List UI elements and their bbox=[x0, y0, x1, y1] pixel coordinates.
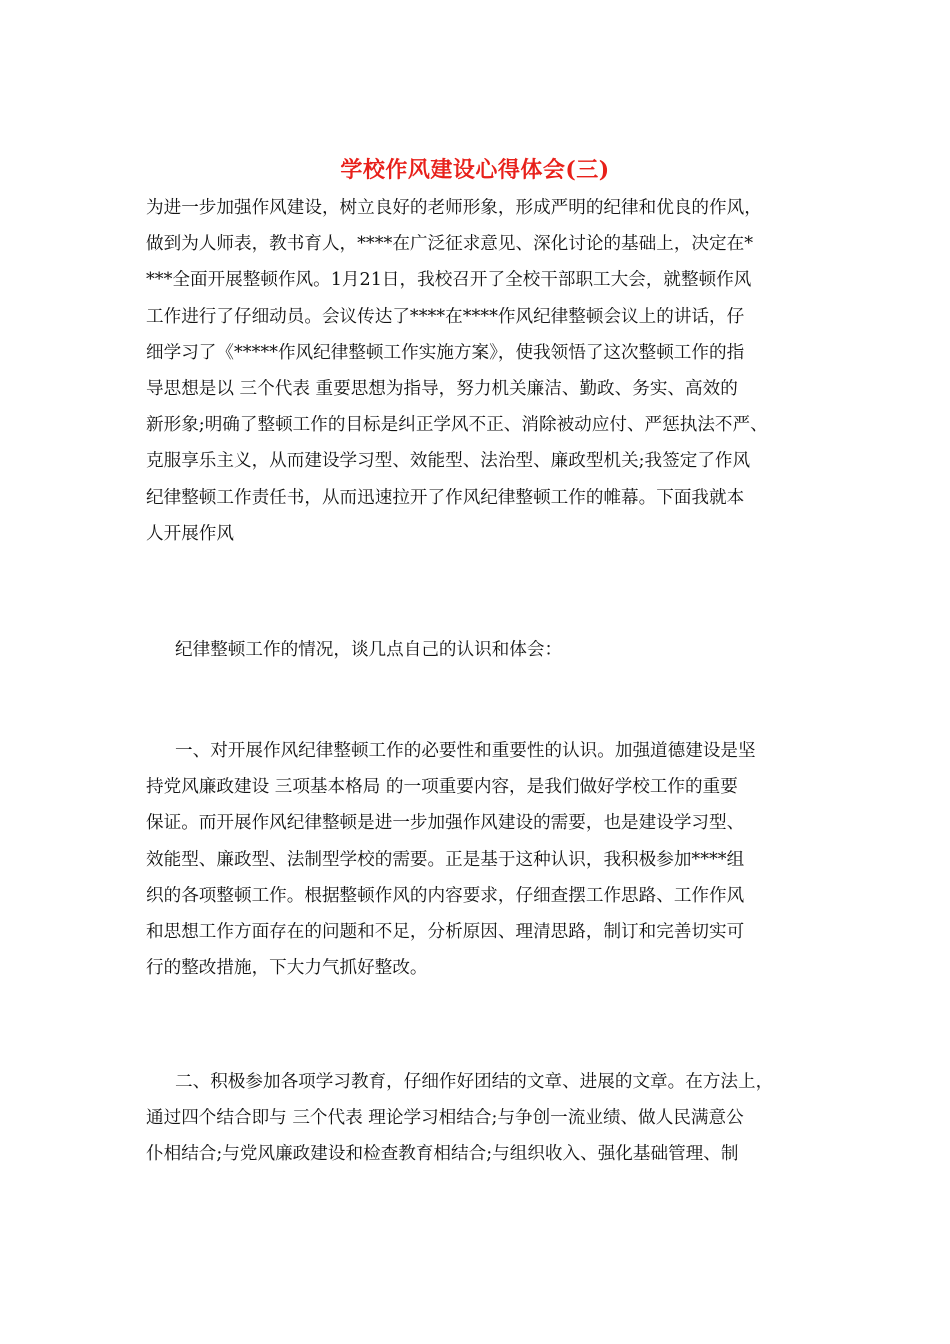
intro-line: 细学习了《*****作风纪律整顿工作实施方案》，使我领悟了这次整顿工作的指 bbox=[146, 342, 745, 363]
section-one-line: 一、对开展作风纪律整顿工作的必要性和重要性的认识。加强道德建设是坚 bbox=[175, 741, 756, 761]
section-two-line: 通过四个结合即与 三个代表 理论学习相结合;与争创一流业绩、做人民满意公 bbox=[146, 1108, 744, 1129]
intro-line: 人开展作风 bbox=[146, 523, 234, 544]
section-two-line: 二、积极参加各项学习教育，仔细作好团结的文章、进展的文章。在方法上， bbox=[175, 1072, 774, 1092]
intro-line: ***全面开展整顿作风。1月21日，我校召开了全校干部职工大会，就整顿作风 bbox=[146, 270, 752, 291]
section-one-line: 效能型、廉政型、法制型学校的需要。正是基于这种认识，我积极参加****组 bbox=[146, 849, 745, 870]
intro-paragraph bbox=[146, 190, 814, 552]
section-one-paragraph bbox=[146, 733, 814, 986]
intro-line: 新形象;明确了整顿工作的目标是纠正学风不正、消除被动应付、严惩执法不严、 bbox=[146, 415, 768, 436]
bridge-line: 纪律整顿工作的情况，谈几点自己的认识和体会： bbox=[175, 640, 563, 660]
section-one-line: 和思想工作方面存在的问题和不足，分析原因、理清思路，制订和完善切实可 bbox=[146, 921, 745, 942]
section-two-paragraph bbox=[146, 1064, 814, 1173]
document-title: 学校作风建设心得体会(三) bbox=[340, 157, 610, 183]
section-one-line: 保证。而开展作风纪律整顿是进一步加强作风建设的需要，也是建设学习型、 bbox=[146, 813, 745, 834]
intro-line: 克服享乐主义，从而建设学习型、效能型、法治型、廉政型机关;我签定了作风 bbox=[146, 451, 751, 472]
intro-line: 为进一步加强作风建设，树立良好的老师形象，形成严明的纪律和优良的作风， bbox=[146, 198, 762, 218]
intro-line: 纪律整顿工作责任书，从而迅速拉开了作风纪律整顿工作的帷幕。下面我就本 bbox=[146, 487, 745, 508]
intro-line: 工作进行了仔细动员。会议传达了****在****作风纪律整顿会议上的讲话，仔 bbox=[146, 306, 745, 327]
bridge-paragraph bbox=[146, 632, 814, 668]
section-one-line: 织的各项整顿工作。根据整顿作风的内容要求，仔细查摆工作思路、工作作风 bbox=[146, 885, 745, 906]
intro-line: 导思想是以 三个代表 重要思想为指导，努力机关廉洁、勤政、务实、高效的 bbox=[146, 378, 738, 399]
section-one-line: 行的整改措施，下大力气抓好整改。 bbox=[146, 958, 428, 979]
intro-line: 做到为人师表，教书育人，****在广泛征求意见、深化讨论的基础上，决定在* bbox=[146, 234, 753, 255]
section-one-line: 持党风廉政建设 三项基本格局 的一项重要内容，是我们做好学校工作的重要 bbox=[146, 777, 738, 798]
section-two-line: 仆相结合;与党风廉政建设和检查教育相结合;与组织收入、强化基础管理、制 bbox=[146, 1144, 739, 1165]
